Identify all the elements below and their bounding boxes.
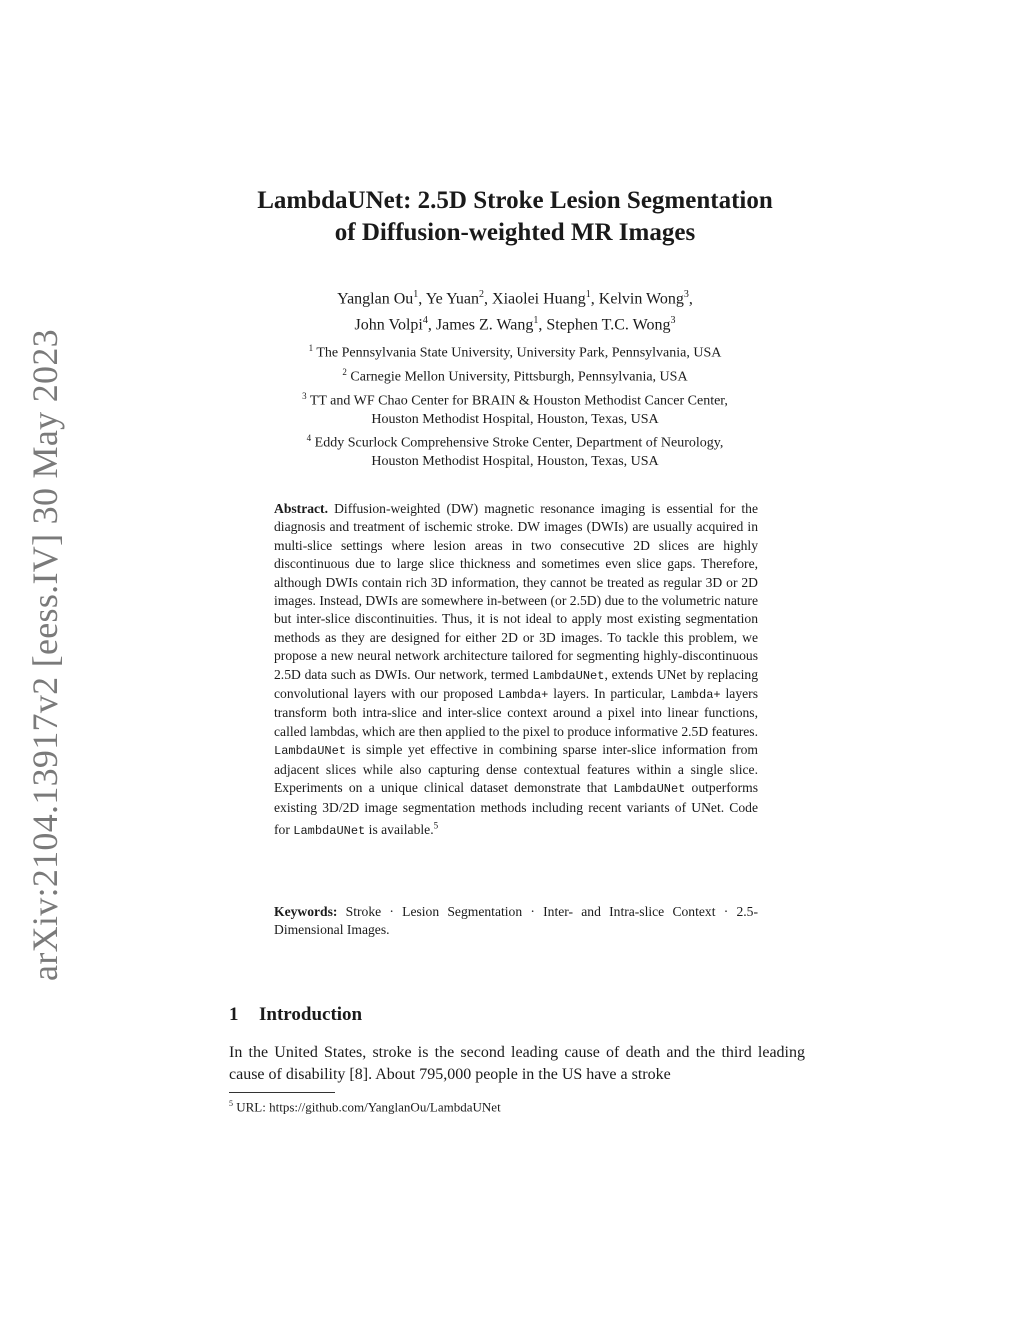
author-affiliation-mark: 3	[670, 315, 676, 327]
paper-title	[200, 185, 830, 249]
author-name: Xiaolei Huang	[492, 290, 586, 308]
author-separator: ,	[418, 290, 426, 308]
affiliation-number: 1	[308, 343, 314, 353]
footnote-text: URL: https://github.com/YanglanOu/LambdaUNet	[236, 1099, 501, 1115]
affiliation-line	[200, 387, 830, 411]
keywords	[274, 903, 758, 940]
affiliation-number: 4	[306, 433, 312, 444]
author-separator: ,	[427, 316, 436, 334]
code-term: LambdaUNet	[274, 744, 347, 759]
author-separator: ,	[484, 290, 493, 308]
arxiv-identifier: arXiv:2104.13917v2 [eess.IV] 30 May 2023	[25, 329, 65, 981]
author-affiliation-mark: 1	[413, 289, 419, 300]
author-name: Stephen T.C. Wong	[546, 316, 671, 334]
author-affiliation-mark: 1	[533, 315, 539, 327]
affiliation-line	[200, 411, 830, 429]
arxiv-side-stamp	[0, 0, 90, 1325]
code-term: Lambda+	[497, 688, 549, 703]
footnote-number: 5	[229, 1099, 233, 1108]
author-line-2	[200, 310, 830, 336]
author-affiliation-mark: 3	[683, 289, 689, 300]
author-name: Kelvin Wong	[598, 290, 684, 308]
author-affiliation-mark: 1	[585, 289, 591, 300]
code-term: LambdaUNet	[293, 824, 366, 839]
abstract-text: layers transform both intra-slice and inter-slice context around a pixel into linear functions, called lambdas, which are then applied to the pixel to produce informative 2.5D features.	[274, 686, 758, 739]
author-name: James Z. Wang	[435, 316, 534, 334]
abstract-label: Abstract.	[274, 501, 328, 516]
author-name: Ye Yuan	[425, 290, 480, 308]
author-affiliation-mark: 2	[479, 289, 485, 300]
keywords-text: Stroke · Lesion Segmentation · Inter- and Intra-slice Context · 2.5-Dimensional Images.	[274, 904, 758, 938]
affiliation-text: Houston Methodist Hospital, Houston, Texas, USA	[371, 454, 659, 470]
affiliation-line	[200, 363, 830, 387]
abstract-text: , extends UNet by replacing convolutional layers with our proposed	[274, 666, 758, 702]
code-term: Lambda+	[670, 688, 721, 703]
author-line-1	[200, 284, 830, 310]
affiliation-text: TT and WF Chao Center for BRAIN & Houston Methodist Cancer Center,	[309, 393, 728, 409]
affiliation-list	[200, 339, 830, 471]
author-name: John Volpi	[354, 316, 423, 334]
affiliation-number: 3	[302, 390, 307, 401]
author-separator: ,	[538, 316, 547, 334]
keywords-label: Keywords:	[274, 904, 338, 919]
affiliation-line	[200, 453, 830, 471]
abstract-text: layers. In particular,	[548, 686, 671, 702]
section-number: 1	[229, 1004, 239, 1025]
title-line-2: of Diffusion-weighted MR Images	[334, 219, 696, 246]
section-heading	[229, 1003, 362, 1027]
title-line-1: LambdaUNet: 2.5D Stroke Lesion Segmentation	[257, 187, 773, 214]
affiliation-text: The Pennsylvania State University, University Park, Pennsylvania, USA	[316, 345, 722, 361]
abstract-text: Diffusion-weighted (DW) magnetic resonance imaging is essential for the diagnosis and treatment of ischemic stroke. DW images (DWIs) are usually acquired in multi-slice settings where lesion areas in two consecutive 2D slices are highly discontinuous due to large slice thickness and sometimes even slice gaps. Therefore, although DWIs contain rich 3D information, they cannot be treated as regular 3D or 2D images. Instead, DWIs are somewhere in-between (or 2.5D) due to the volumetric nature but inter-slice discontinuities. Thus, it is not ideal to apply most existing segmentation methods as they are designed for either 2D or 3D images. To tackle this problem, we propose a new neural network architecture tailored for segmenting highly-discontinuous 2.5D data such as DWIs. Our network, termed	[274, 501, 758, 682]
code-term: LambdaUNet	[532, 668, 605, 683]
affiliation-text: Houston Methodist Hospital, Houston, Texas, USA	[371, 411, 659, 427]
abstract-text: is simple yet effective in combining sparse inter-slice information from adjacent slices while also capturing dense contextual features within a single slice. Experiments on a unique clinical dataset demonstrate that	[274, 742, 758, 796]
code-term: LambdaUNet	[613, 782, 686, 797]
affiliation-number: 2	[342, 366, 347, 377]
abstract-body	[274, 501, 758, 837]
affiliation-text: Carnegie Mellon University, Pittsburgh, Pennsylvania, USA	[350, 369, 688, 385]
author-affiliation-mark: 4	[422, 315, 428, 327]
abstract	[274, 500, 758, 841]
author-list	[200, 284, 830, 337]
footnote-reference: 5	[433, 820, 439, 831]
author-name: Yanglan Ou	[337, 290, 414, 308]
author-separator: ,	[688, 290, 693, 308]
affiliation-text: Eddy Scurlock Comprehensive Stroke Center, Department of Neurology,	[314, 435, 724, 451]
footnote-rule	[229, 1092, 335, 1093]
author-separator: ,	[590, 290, 599, 308]
affiliation-line	[200, 429, 830, 453]
abstract-text: is available.	[365, 822, 434, 838]
abstract-text: outperforms existing 3D/2D image segmentation methods including recent variants of UNet. Code for	[274, 780, 758, 838]
section-title: Introduction	[259, 1004, 363, 1025]
intro-paragraph: In the United States, stroke is the second leading cause of death and the third leading cause of disability [8]. About 795,000 people in the US have a stroke	[229, 1044, 805, 1083]
affiliation-line	[200, 339, 830, 363]
footnote	[229, 1096, 501, 1115]
